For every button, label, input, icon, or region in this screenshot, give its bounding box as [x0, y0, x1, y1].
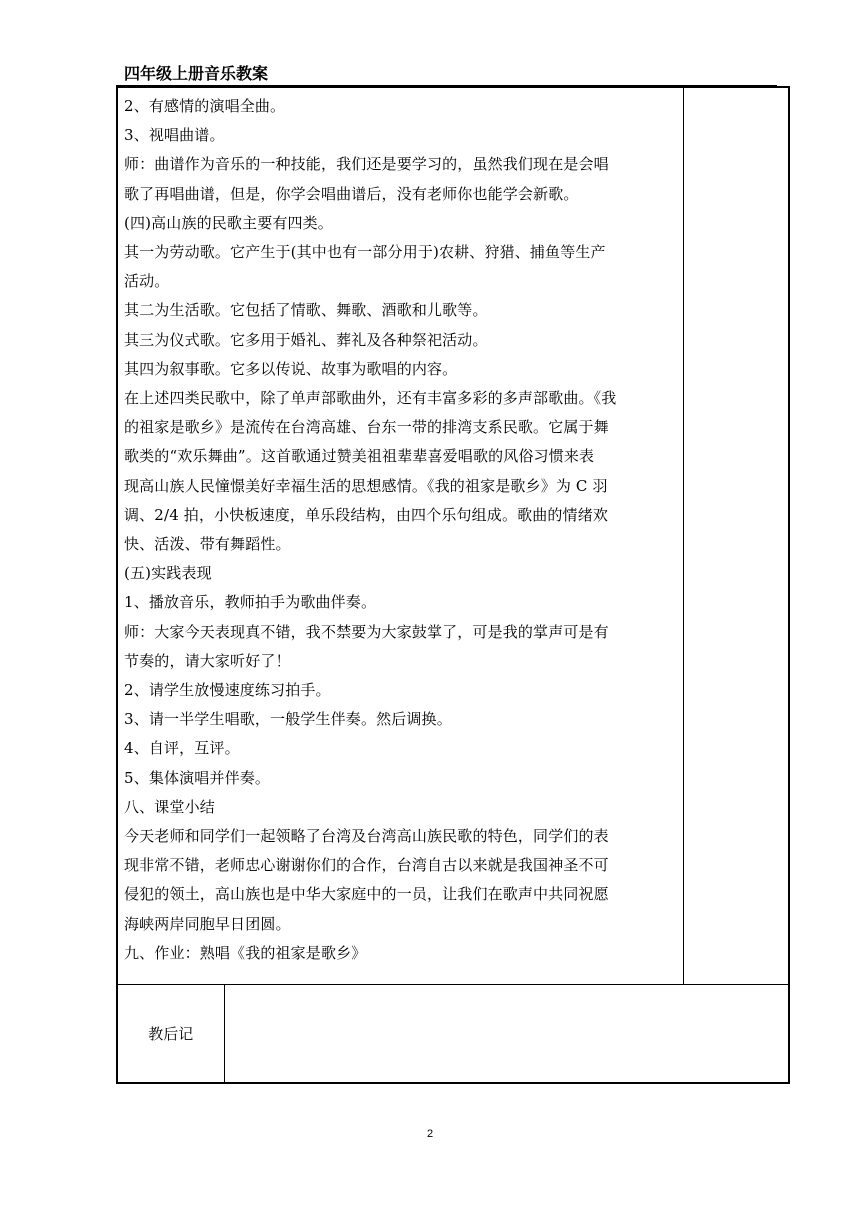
- content-line: 调、2/4 拍，小快板速度，单乐段结构，由四个乐句组成。歌曲的情绪欢: [124, 505, 609, 524]
- content-line: 2、有感情的演唱全曲。: [124, 97, 286, 115]
- lesson-content: [118, 88, 683, 968]
- content-row: [117, 87, 789, 985]
- content-line: 3、视唱曲谱。: [124, 126, 225, 145]
- reflection-label: 教后记: [117, 985, 224, 1084]
- content-line: 海峡两岸同胞早日团圆。: [124, 914, 291, 933]
- content-line: (五)实践表现: [124, 564, 212, 583]
- content-line: 快、活泼、带有舞蹈性。: [124, 535, 291, 554]
- reflection-value-cell: [224, 985, 789, 1084]
- content-line: 节奏的，请大家听好了！: [124, 651, 291, 670]
- content-line: 师：大家今天表现真不错，我不禁要为大家鼓掌了，可是我的掌声可是有: [124, 622, 609, 641]
- content-line: 歌类的“欢乐舞曲”。这首歌通过赞美祖祖辈辈喜爱唱歌的风俗习惯来表: [124, 447, 595, 466]
- content-line: 其四为叙事歌。它多以传说、故事为歌唱的内容。: [124, 359, 458, 378]
- content-line: 3、请一半学生唱歌，一般学生伴奏。然后调换。: [124, 710, 452, 729]
- lesson-content-cell: [117, 87, 683, 985]
- content-line: 师：曲谱作为音乐的一种技能，我们还是要学习的，虽然我们现在是会唱: [124, 155, 609, 174]
- content-line: 在上述四类民歌中，除了单声部歌曲外，还有丰富多彩的多声部歌曲。《我: [124, 389, 617, 408]
- content-line: 4、自评，互评。: [124, 739, 240, 758]
- content-line: 1、播放音乐，教师拍手为歌曲伴奏。: [124, 593, 377, 612]
- content-line: 歌了再唱曲谱，但是，你学会唱曲谱后，没有老师你也能学会新歌。: [124, 184, 579, 203]
- page-number: 2: [426, 1128, 434, 1140]
- content-line: 现非常不错，老师忠心谢谢你们的合作，台湾自古以来就是我国神圣不可: [124, 856, 609, 875]
- content-line: 八、课堂小结: [124, 797, 215, 816]
- content-line: 九、作业：熟唱《我的祖家是歌乡》: [124, 943, 367, 962]
- content-line: 活动。: [124, 272, 170, 291]
- content-line: 侵犯的领土，高山族也是中华大家庭中的一员，让我们在歌声中共同祝愿: [124, 885, 609, 904]
- content-line: 5、集体演唱并伴奏。: [124, 768, 271, 787]
- lesson-plan-table: [116, 86, 790, 1084]
- content-line: 其一为劳动歌。它产生于(其中也有一部分用于)农耕、狩猎、捕鱼等生产: [124, 243, 606, 262]
- content-line: 2、请学生放慢速度练习拍手。: [124, 681, 331, 700]
- content-line: 其二为生活歌。它包括了情歌、舞歌、酒歌和儿歌等。: [124, 301, 488, 320]
- page-header-title: 四年级上册音乐教案: [124, 64, 269, 83]
- notes-column-cell: [683, 87, 789, 985]
- content-line: 今天老师和同学们一起领略了台湾及台湾高山族民歌的特色，同学们的表: [124, 827, 609, 846]
- content-line: (四)高山族的民歌主要有四类。: [124, 213, 333, 232]
- reflection-row: [117, 985, 789, 1084]
- content-line: 其三为仪式歌。它多用于婚礼、葬礼及各种祭祀活动。: [124, 330, 488, 349]
- content-line: 的祖家是歌乡》是流传在台湾高雄、台东一带的排湾支系民歌。它属于舞: [124, 418, 609, 437]
- content-line: 现高山族人民憧憬美好幸福生活的思想感情。《我的祖家是歌乡》为 C 羽: [124, 476, 608, 495]
